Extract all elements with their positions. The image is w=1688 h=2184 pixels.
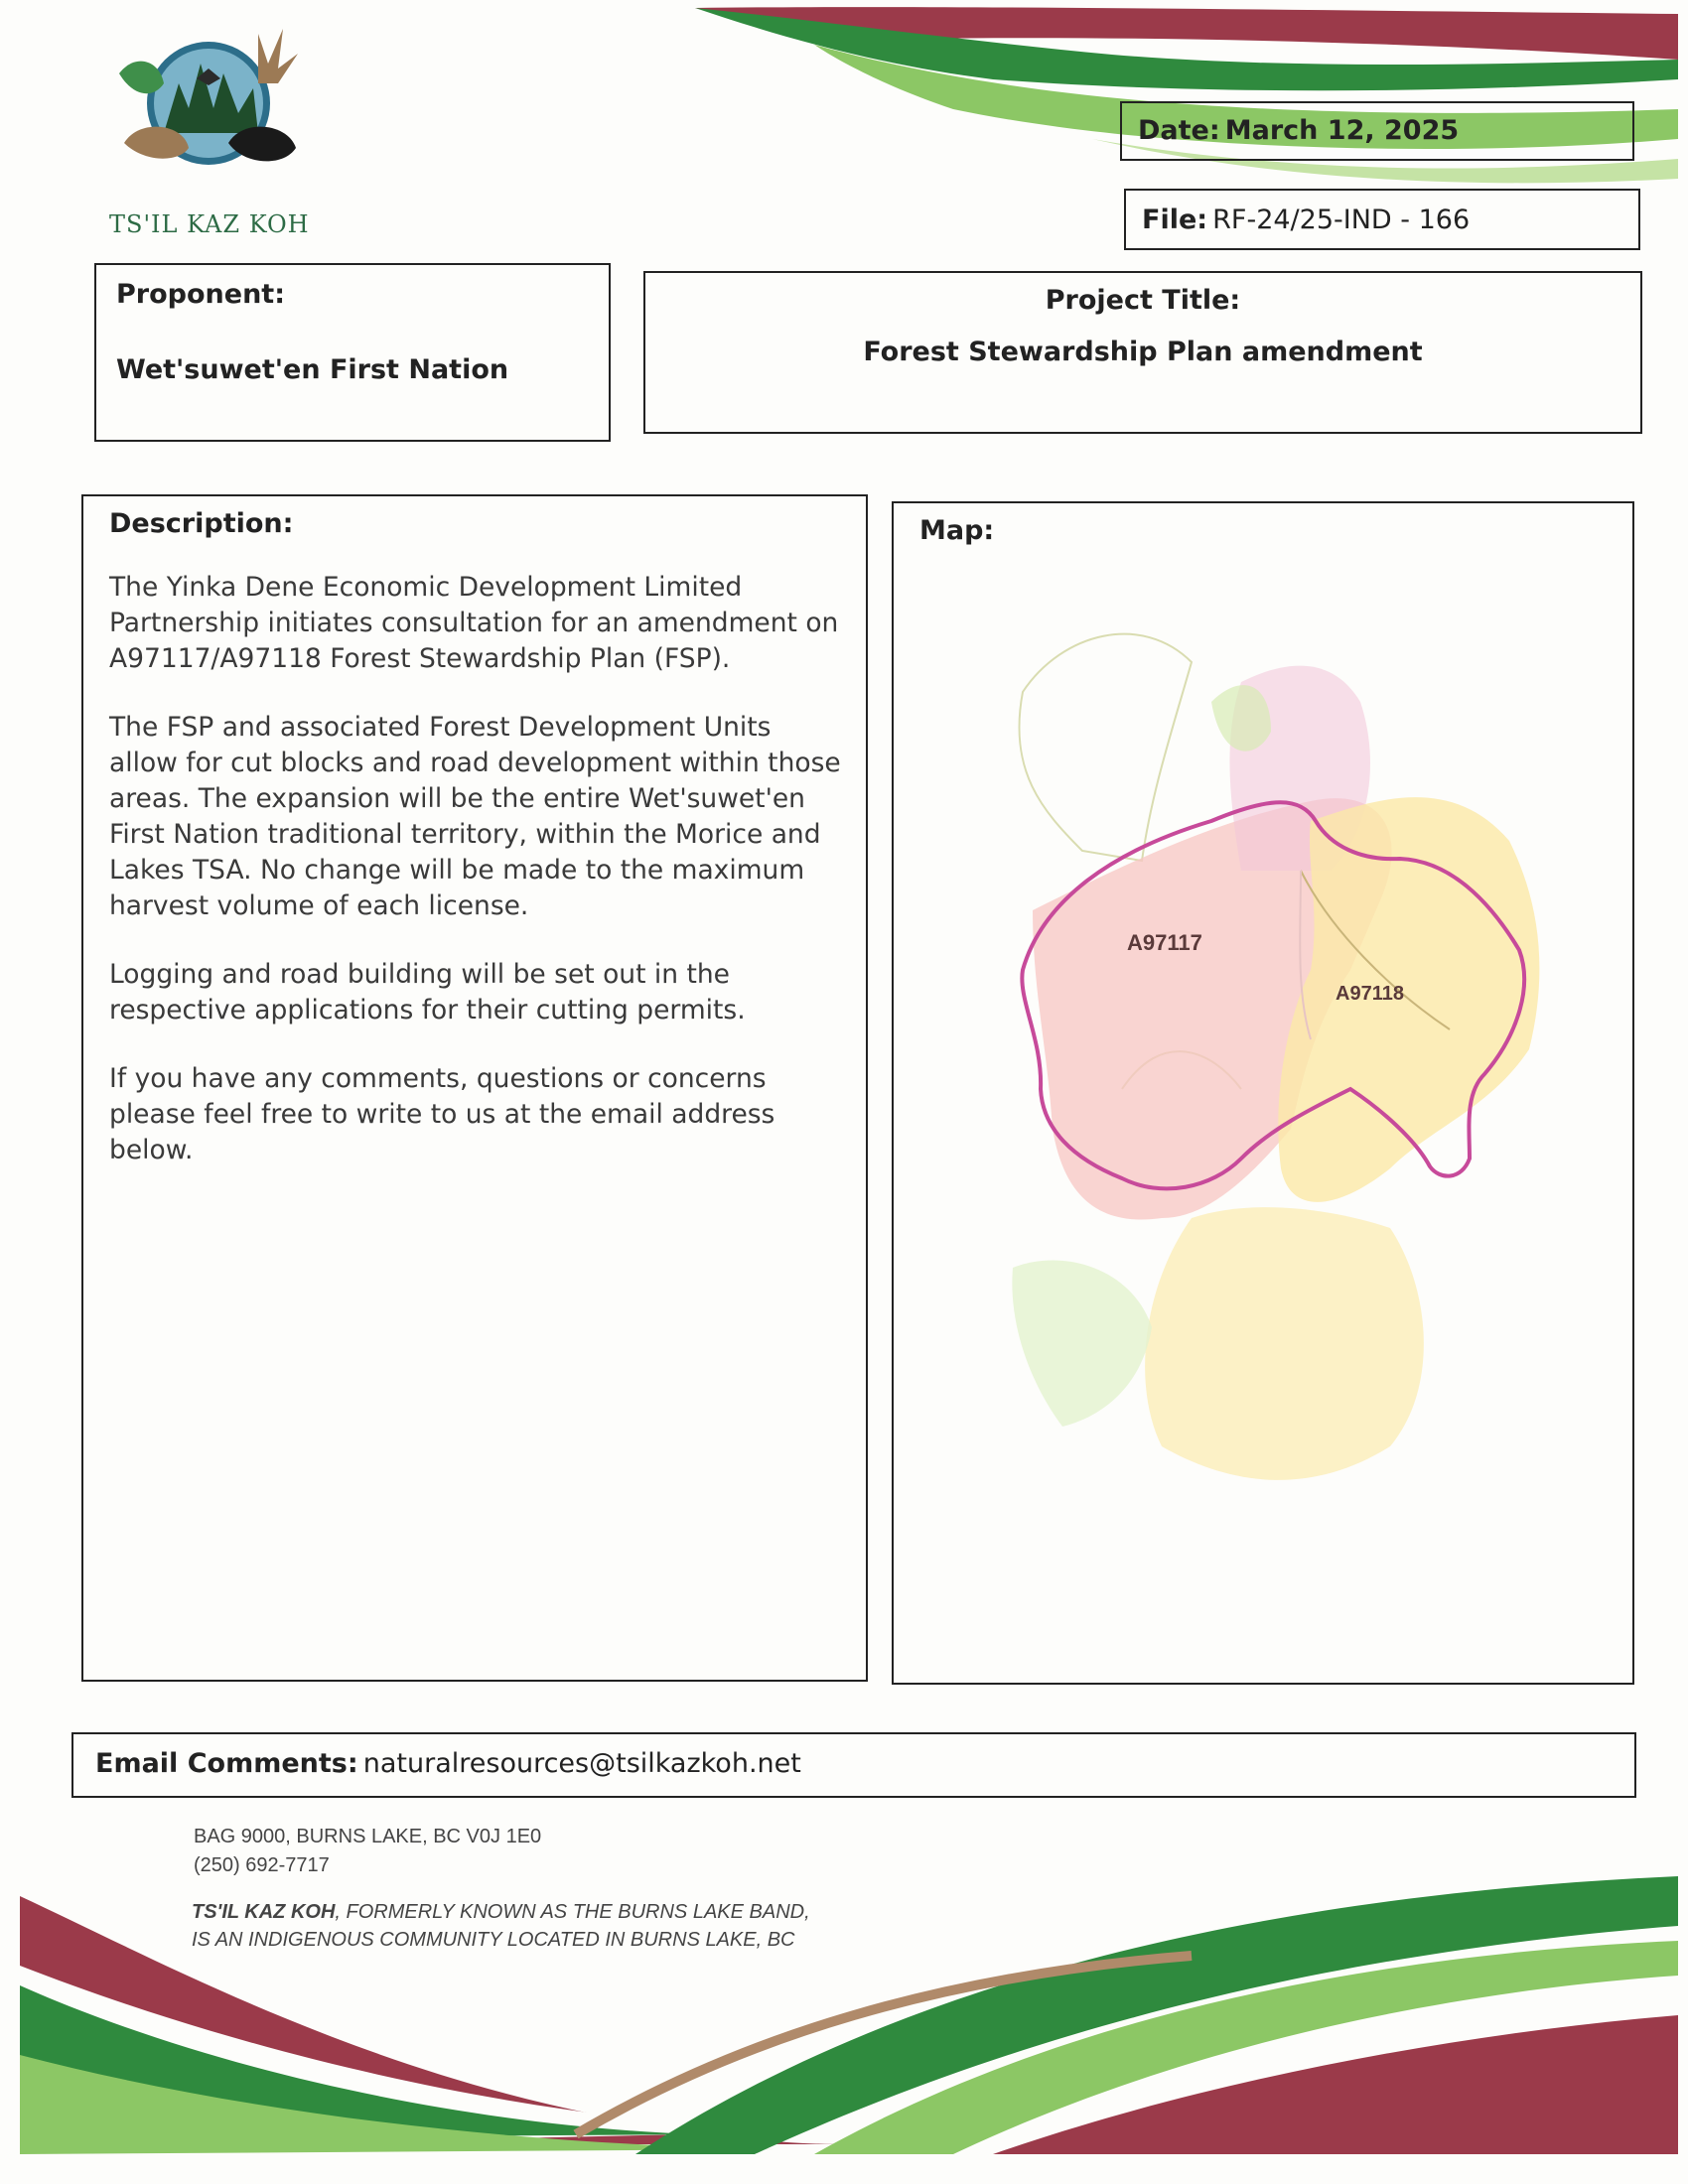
- file-box: [1124, 189, 1640, 250]
- footer-note-line2: IS AN INDIGENOUS COMMUNITY LOCATED IN BURNS LAKE, BC: [192, 1929, 795, 1951]
- file-value: RF-24/25-IND - 166: [1212, 205, 1471, 235]
- phone-number: (250) 692-7717: [194, 1854, 330, 1876]
- logo-emblem: [109, 14, 308, 198]
- email-comments-label: Email Comments:: [95, 1748, 358, 1779]
- footer-note-line1: , FORMERLY KNOWN AS THE BURNS LAKE BAND,: [335, 1901, 810, 1923]
- description-paragraph: If you have any comments, questions or concerns please feel free to write to us at the email address below.: [109, 1063, 775, 1165]
- map-area-a97117: A97117: [1127, 930, 1202, 955]
- footer-swoosh: [0, 1866, 1688, 2184]
- description-paragraph: The FSP and associated Forest Development Units allow for cut blocks and road development within those areas. The expansion will be the entire Wet'suwet'en First Nation traditional territory, within the Morice and Lakes TSA. No change will be made to the maximum harvest volume of each license.: [109, 712, 841, 921]
- description-box: [81, 494, 868, 1682]
- map-area-a97118: A97118: [1336, 983, 1404, 1005]
- proponent-box: [94, 263, 611, 442]
- description-paragraph: The Yinka Dene Economic Development Limited Partnership initiates consultation for an amendment on A97117/A97118 Forest Stewardship Plan (FSP).: [109, 572, 839, 674]
- description-label: Description:: [109, 508, 294, 539]
- org-name: TS'IL KAZ KOH: [109, 210, 310, 238]
- date-box: [1120, 101, 1634, 161]
- address-line: BAG 9000, BURNS LAKE, BC V0J 1E0: [194, 1826, 542, 1847]
- map-box: [892, 501, 1634, 1685]
- date-value: March 12, 2025: [1224, 115, 1460, 146]
- project-title-value: Forest Stewardship Plan amendment: [863, 337, 1423, 367]
- map-image: [914, 573, 1609, 1665]
- file-label: File:: [1142, 205, 1208, 235]
- proponent-value: Wet'suwet'en First Nation: [116, 354, 509, 385]
- email-comments-box: [71, 1732, 1636, 1798]
- proponent-label: Proponent:: [116, 279, 285, 310]
- map-label: Map:: [919, 515, 995, 546]
- project-title-label: Project Title:: [1045, 285, 1241, 316]
- project-title-box: [643, 271, 1642, 434]
- footer-org-name: TS'IL KAZ KOH: [192, 1901, 336, 1923]
- email-address[interactable]: naturalresources@tsilkazkoh.net: [362, 1748, 801, 1779]
- description-paragraph: Logging and road building will be set out in the respective applications for their cutting permits.: [109, 959, 746, 1025]
- description-text: [109, 570, 844, 1201]
- date-label: Date:: [1138, 115, 1220, 146]
- logo: [109, 14, 310, 238]
